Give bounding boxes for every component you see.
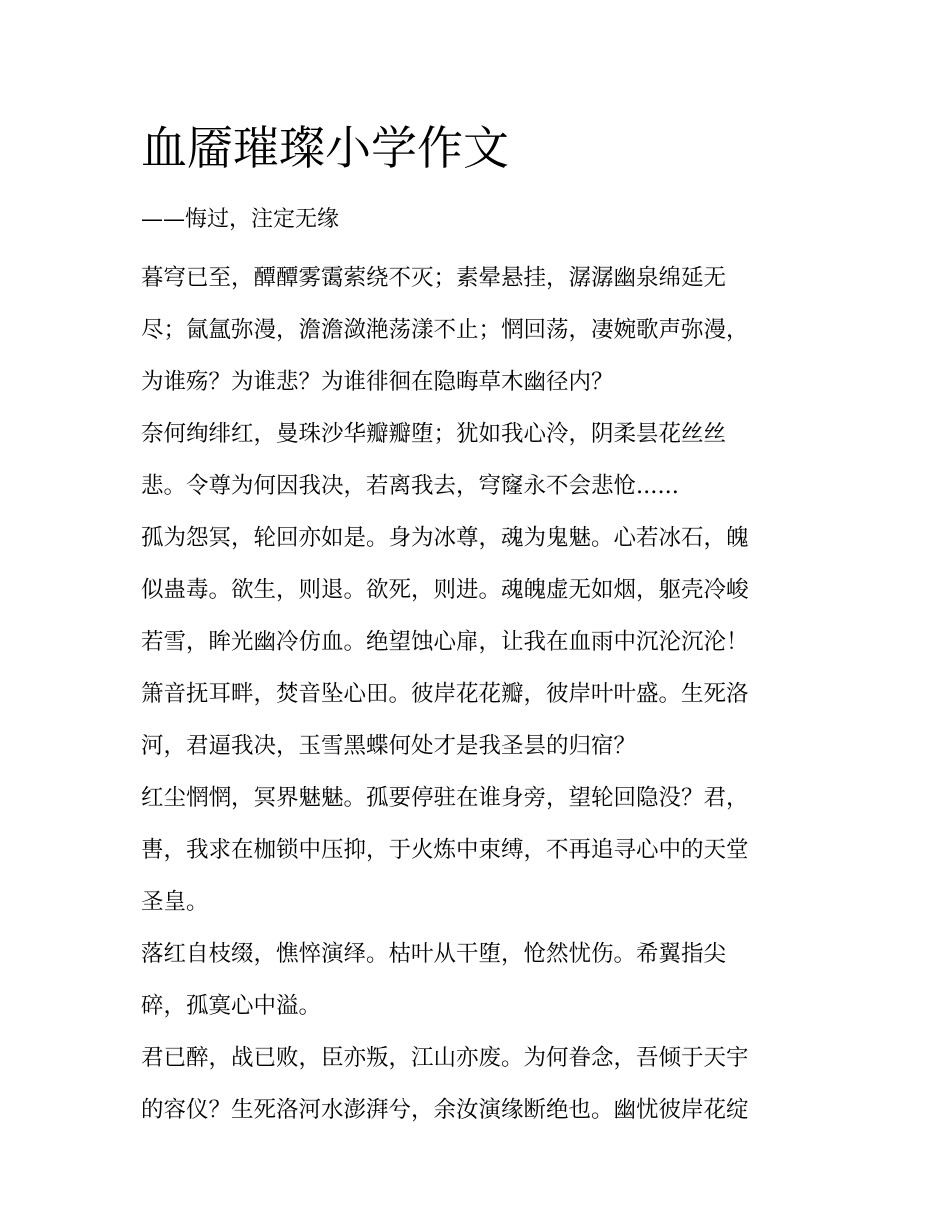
paragraph-1 [141, 252, 821, 408]
paragraph-line: 的容仪？生死洛河水澎湃兮，余汝演缘断绝也。幽忧彼岸花绽 [141, 1097, 749, 1123]
paragraph-7 [141, 1032, 821, 1136]
paragraph-line: 奈何绚绯红，曼珠沙华瓣瓣堕；犹如我心泠，阴柔昙花丝丝 [141, 421, 727, 447]
paragraph-line: 为谁殇？为谁悲？为谁徘徊在隐晦草木幽径内？ [141, 369, 614, 395]
document-subtitle: ——悔过，注定无缘 [141, 207, 340, 232]
paragraph-5 [141, 772, 821, 928]
paragraph-line: 君已醉，战已败，臣亦叛，江山亦废。为何眷念，吾倾于天宇 [141, 1045, 749, 1071]
paragraph-line: 孤为怨冥，轮回亦如是。身为冰尊，魂为鬼魅。心若冰石，魄 [141, 525, 749, 551]
paragraph-2 [141, 408, 821, 512]
document-title: 血靥璀璨小学作文 [141, 121, 509, 175]
paragraph-line: 碎，孤寞心中溢。 [141, 993, 322, 1019]
paragraph-line: 河，君逼我决，玉雪黑蝶何处才是我圣昙的归宿？ [141, 733, 637, 759]
paragraph-line: 落红自枝缀，憔悴演绎。枯叶从干堕，怆然忧伤。希翼指尖 [141, 941, 727, 967]
paragraph-line: 若雪，眸光幽冷仿血。绝望蚀心扉，让我在血雨中沉沦沉沦！ [141, 629, 749, 655]
paragraph-4 [141, 668, 821, 772]
paragraph-line: 箫音抚耳畔，焚音坠心田。彼岸花花瓣，彼岸叶叶盛。生死洛 [141, 681, 749, 707]
paragraph-line: 红尘惘惘，冥界魅魅。孤要停驻在谁身旁，望轮回隐没？君， [141, 785, 749, 811]
paragraph-line: 軎，我求在枷锁中压抑，于火炼中束缚，不再追寻心中的天堂 [141, 837, 749, 863]
paragraph-line: 尽；氤氲弥漫，澹澹潋滟荡漾不止；惘回荡，凄婉歌声弥漫， [141, 317, 749, 343]
document-body [141, 118, 821, 1136]
paragraph-line: 悲。令尊为何因我决，若离我去，穹窿永不会悲怆...... [141, 473, 679, 499]
paragraph-3 [141, 512, 821, 668]
paragraph-6 [141, 928, 821, 1032]
paragraph-line: 圣皇。 [141, 889, 209, 915]
paragraph-line: 似蛊毒。欲生，则退。欲死，则进。魂魄虚无如烟，躯壳冷峻 [141, 577, 749, 603]
paragraph-line: 暮穹已至，醰醰雾霭萦绕不灭；素晕悬挂，潺潺幽泉绵延无 [141, 265, 727, 291]
